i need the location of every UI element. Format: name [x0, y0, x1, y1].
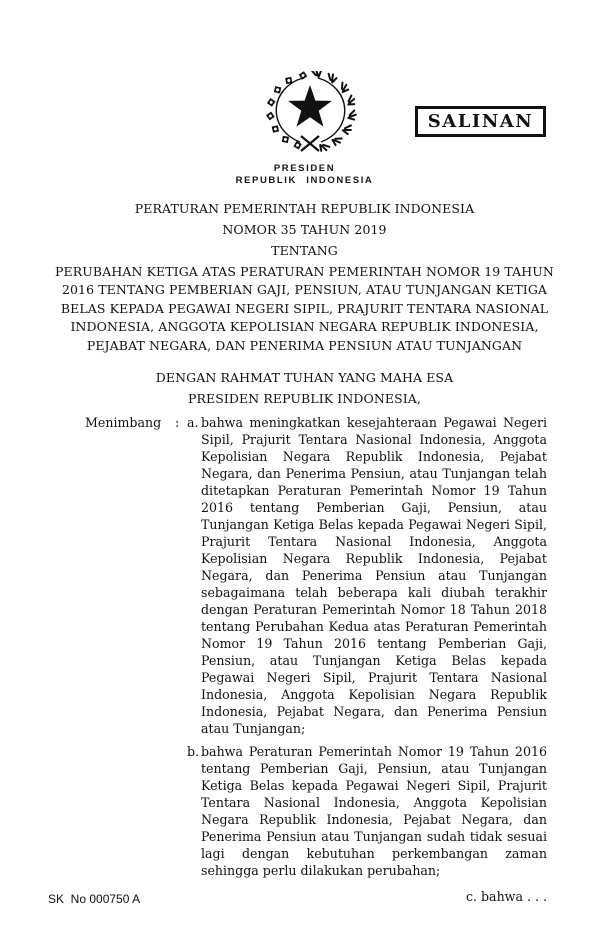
item-a-marker: a.	[187, 415, 199, 430]
tentang-label: TENTANG	[271, 243, 338, 258]
salinan-label: SALINAN	[427, 111, 534, 132]
subject-line-2: 2016 TENTANG PEMBERIAN GAJI, PENSIUN, ATAU TUNJANGAN KETIGA	[61, 282, 548, 298]
presidential-emblem-icon	[261, 71, 359, 154]
regulation-subject	[0, 263, 609, 355]
subject-line-4: INDONESIA, ANGGOTA KEPOLISIAN NEGARA REPUBLIK INDONESIA,	[70, 319, 539, 335]
authority-line: PRESIDEN REPUBLIK INDONESIA,	[187, 391, 421, 406]
document-code: SK No 000750 A	[48, 892, 141, 906]
considering-items	[187, 414, 547, 905]
regulation-number: NOMOR 35 TAHUN 2019	[222, 222, 387, 237]
considering-label: Menimbang	[85, 415, 162, 430]
institution-line-republik-indonesia: REPUBLIK INDONESIA	[235, 175, 374, 186]
subject-line-5: PEJABAT NEGARA, DAN PENERIMA PENSIUN ATAU TUNJANGAN	[86, 337, 523, 353]
considering-item-b	[187, 743, 547, 879]
item-a-text: bahwa meningkatkan kesejahteraan Pegawai Negeri Sipil, Prajurit Tentara Nasional Indonesia, Anggota Kepolisian Negara Republik Indonesia, Pejabat Negara, dan Penerima Pensiun, atau Tunjangan telah ditetapkan Peraturan Pemerintah Nomor 19 Tahun 2016 tentang Pemberian Gaji, Pensiun, atau Tunjangan Ketiga Belas kepada Pegawai Negeri Sipil, Prajurit Tentara Nasional Indonesia, Anggota Kepolisian Negara Republik Indonesia, Pejabat Negara, dan Penerima Pensiun atau Tunjangan sebagaimana telah beberapa kali diubah terakhir dengan Peraturan Pemerintah Nomor 18 Tahun 2018 tentang Perubahan Kedua atas Peraturan Pemerintah Nomor 19 Tahun 2016 tentang Pemberian Gaji, Pensiun, atau Tunjangan Ketiga Belas kepada Pegawai Negeri Sipil, Prajurit Tentara Nasional Indonesia, Anggota Kepolisian Negara Republik Indonesia, Pejabat Negara, dan Penerima Pensiun atau Tunjangan;	[201, 415, 547, 736]
subject-line-1: PERUBAHAN KETIGA ATAS PERATURAN PEMERINTAH NOMOR 19 TAHUN	[55, 264, 554, 279]
page-catchword: c. bahwa . . .	[465, 889, 547, 904]
considering-separator: :	[175, 415, 180, 430]
invocation-line: DENGAN RAHMAT TUHAN YANG MAHA ESA	[155, 370, 454, 385]
item-b-text: bahwa Peraturan Pemerintah Nomor 19 Tahun 2016 tentang Pemberian Gaji, Pensiun, atau Tunjangan Ketiga Belas kepada Pegawai Negeri Sipil, Prajurit Tentara Nasional Indonesia, Anggota Kepolisian Negara Republik Indonesia, Pejabat Negara, dan Penerima Pensiun atau Tunjangan sudah tidak sesuai lagi dengan kebutuhan perkembangan zaman sehingga perlu dilakukan perubahan;	[201, 744, 547, 878]
regulation-title: PERATURAN PEMERINTAH REPUBLIK INDONESIA	[134, 201, 475, 216]
salinan-stamp	[415, 106, 546, 137]
considering-item-a	[187, 414, 547, 737]
subject-line-3: BELAS KEPADA PEGAWAI NEGERI SIPIL, PRAJURIT TENTARA NASIONAL	[60, 300, 549, 316]
item-b-marker: b.	[187, 744, 200, 759]
institution-line-presiden: PRESIDEN	[273, 163, 336, 174]
